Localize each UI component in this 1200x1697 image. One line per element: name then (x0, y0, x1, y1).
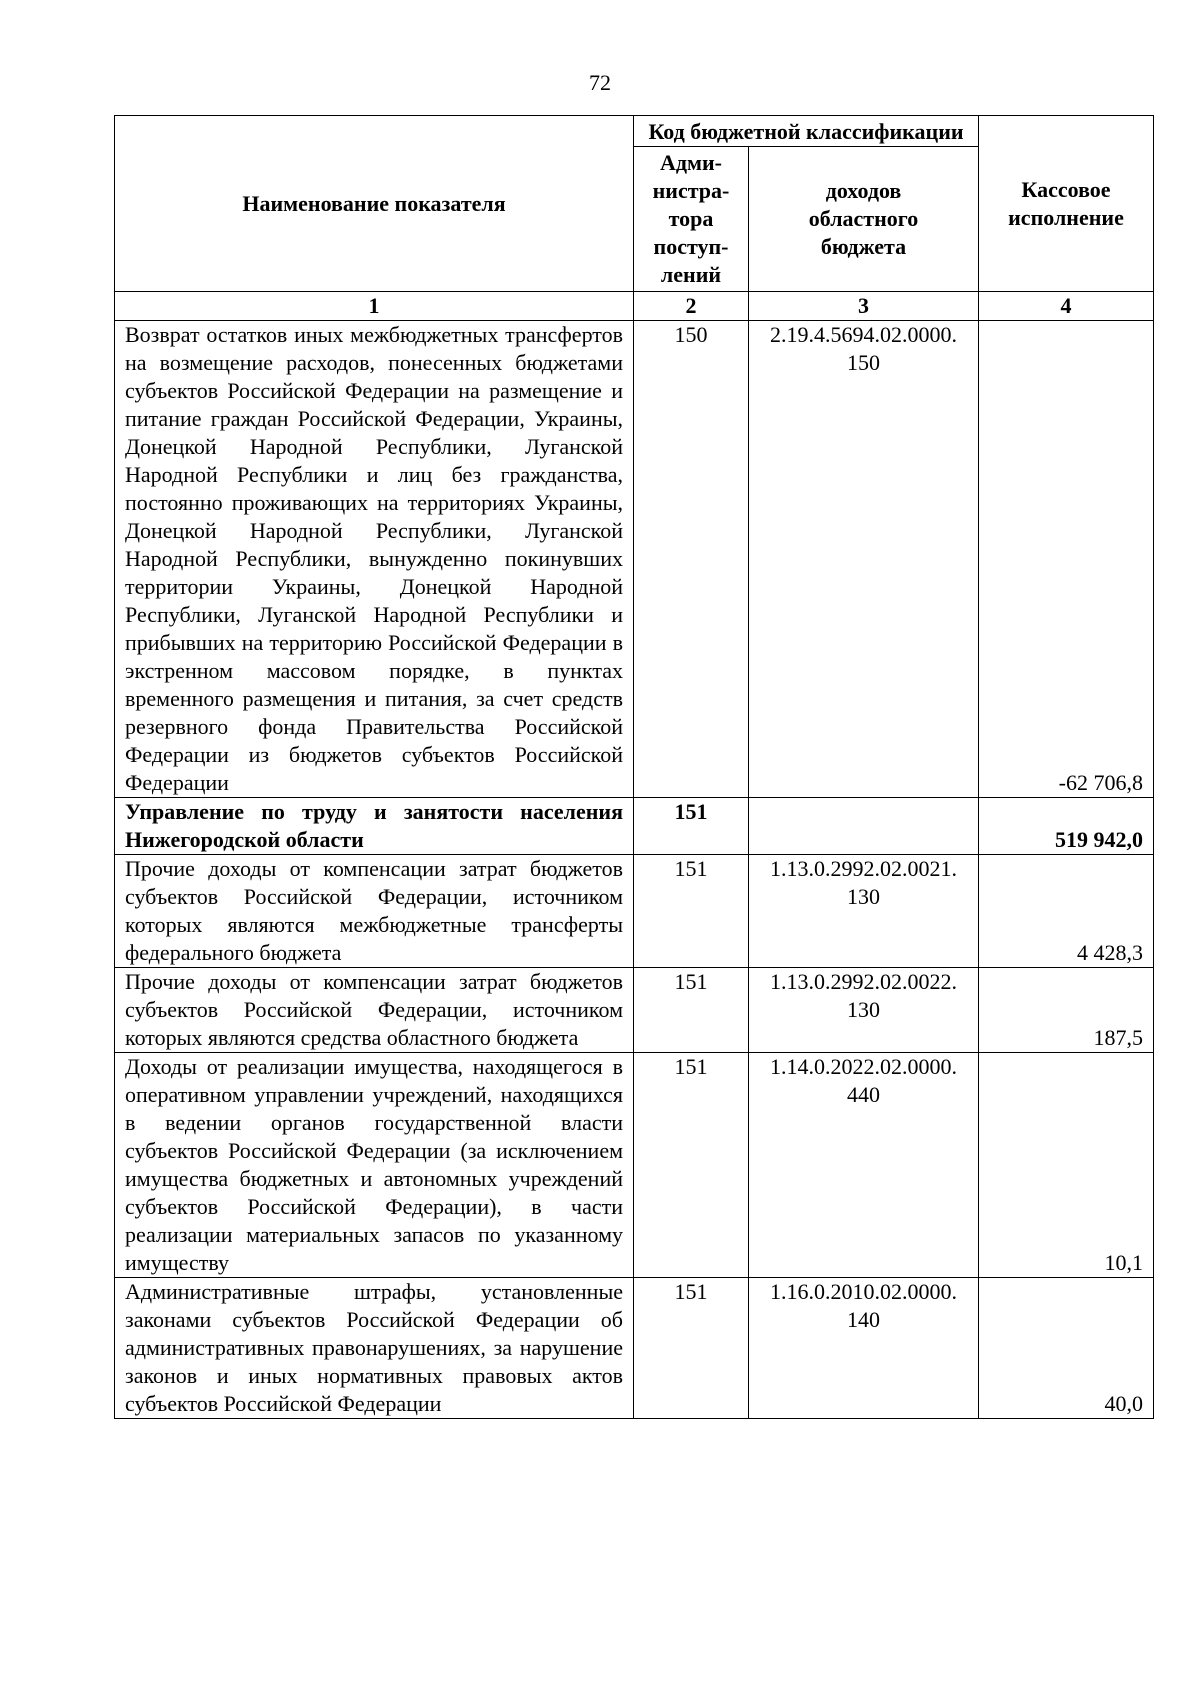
column-number: 3 (749, 292, 979, 321)
indicator-name: Доходы от реализации имущества, находящегося в оперативном управлении учреждений, находящихся в ведении органов государственной власти субъектов Российской Федерации (за исключением имущества бюджетных и автономных учреждений субъектов Российской Федерации), в части реализации материальных запасов по указанному имуществу (115, 1053, 634, 1278)
cash-execution-amount: 4 428,3 (979, 855, 1154, 968)
indicator-name: Возврат остатков иных межбюджетных трансфертов на возмещение расходов, понесенных бюджетами субъектов Российской Федерации на размещение и питание граждан Российской Федерации, Украины, Донецкой Народной Республики, Луганской Народной Республики и лиц без гражданства, постоянно проживающих на территориях Украины, Донецкой Народной Республики, Луганской Народной Республики, вынужденно покинувших территории Украины, Донецкой Народной Республики, Луганской Народной Республики и прибывших на территорию Российской Федерации в экстренном массовом порядке, в пунктах временного размещения и питания, за счет средств резервного фонда Правительства Российской Федерации из бюджетов субъектов Российской Федерации (115, 321, 634, 798)
header-administrator-line: нистра- (652, 178, 730, 203)
header-administrator (634, 147, 749, 292)
budget-class-code (749, 798, 979, 855)
cash-execution-amount: 40,0 (979, 1278, 1154, 1419)
cash-execution-amount: 519 942,0 (979, 798, 1154, 855)
administrator-code: 151 (634, 798, 749, 855)
header-income-line: доходов (825, 178, 902, 203)
table-row (115, 1278, 1154, 1419)
column-number: 1 (115, 292, 634, 321)
administrator-code: 151 (634, 1278, 749, 1419)
table-row (115, 321, 1154, 798)
header-administrator-line: поступ- (653, 234, 729, 259)
column-number-row (115, 292, 1154, 321)
header-cash-execution-line: исполнение (1008, 204, 1124, 230)
code-line: 440 (847, 1082, 880, 1107)
code-line: 130 (847, 884, 880, 909)
column-number: 4 (979, 292, 1154, 321)
code-line: 130 (847, 997, 880, 1022)
header-income-line: бюджета (820, 234, 907, 259)
code-line: 1.13.0.2992.02.0021. (770, 856, 957, 881)
indicator-name: Управление по труду и занятости населения Нижегородской области (115, 798, 634, 855)
header-income-line: областного (808, 206, 919, 231)
cash-execution-amount: -62 706,8 (979, 321, 1154, 798)
header-administrator-line: тора (668, 206, 714, 231)
indicator-name: Прочие доходы от компенсации затрат бюджетов субъектов Российской Федерации, источником которых являются межбюджетные трансферты федерального бюджета (115, 855, 634, 968)
budget-class-code (749, 968, 979, 1053)
administrator-code: 151 (634, 1053, 749, 1278)
code-line: 1.13.0.2992.02.0022. (770, 969, 957, 994)
table-row (115, 798, 1154, 855)
code-line: 140 (847, 1307, 880, 1332)
cash-execution-amount: 187,5 (979, 968, 1154, 1053)
cash-execution-amount: 10,1 (979, 1053, 1154, 1278)
indicator-name: Прочие доходы от компенсации затрат бюджетов субъектов Российской Федерации, источником которых являются средства областного бюджета (115, 968, 634, 1053)
table-row (115, 1053, 1154, 1278)
header-administrator-line: Адми- (659, 150, 722, 175)
budget-class-code (749, 1053, 979, 1278)
code-line: 1.16.0.2010.02.0000. (770, 1279, 957, 1304)
header-cash-execution-line: Кассовое (1021, 176, 1111, 202)
header-indicator-name: Наименование показателя (115, 116, 634, 292)
code-line: 1.14.0.2022.02.0000. (770, 1054, 957, 1079)
table-row (115, 855, 1154, 968)
administrator-code: 150 (634, 321, 749, 798)
code-line: 2.19.4.5694.02.0000. (770, 322, 957, 347)
budget-revenue-table (114, 115, 1154, 1419)
administrator-code: 151 (634, 855, 749, 968)
page-number: 72 (589, 70, 611, 95)
column-number: 2 (634, 292, 749, 321)
budget-class-code (749, 321, 979, 798)
administrator-code: 151 (634, 968, 749, 1053)
header-administrator-line: лений (660, 262, 722, 287)
indicator-name: Административные штрафы, установленные законами субъектов Российской Федерации об административных правонарушениях, за нарушение законов и иных нормативных правовых актов субъектов Российской Федерации (115, 1278, 634, 1419)
table-row (115, 968, 1154, 1053)
header-code-group: Код бюджетной классификации (634, 116, 979, 147)
budget-class-code (749, 855, 979, 968)
header-cash-execution (979, 116, 1154, 292)
code-line: 150 (847, 350, 880, 375)
header-income-code (749, 147, 979, 292)
budget-class-code (749, 1278, 979, 1419)
